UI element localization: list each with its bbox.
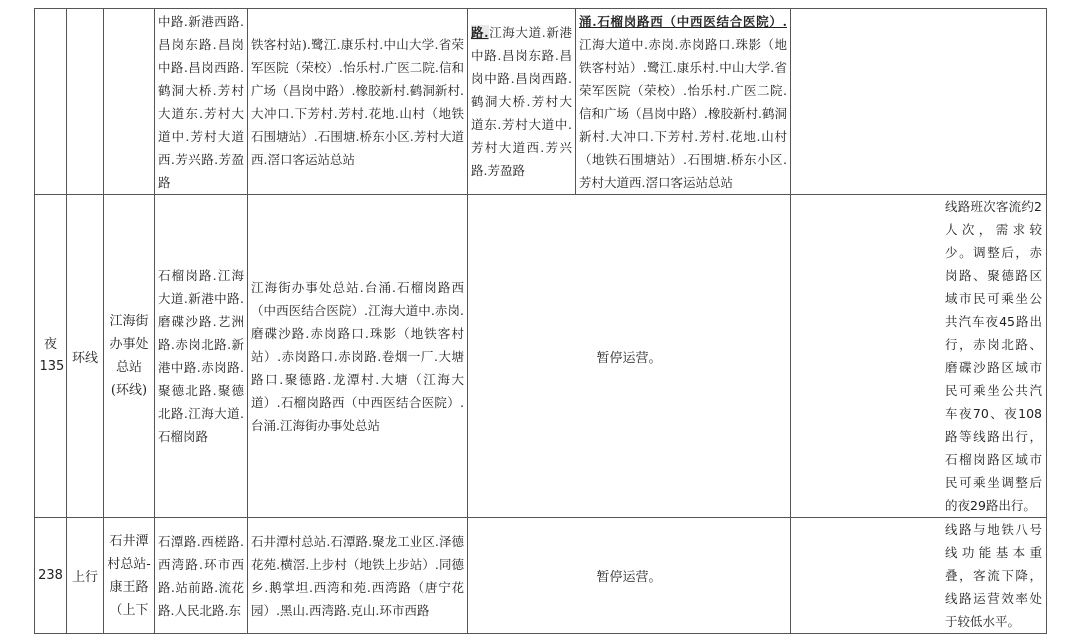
- note-cell: [791, 9, 1047, 195]
- suspension-status: 暂停运营。: [596, 350, 662, 366]
- table-row: [35, 518, 1047, 634]
- route-number-cell: [35, 195, 67, 518]
- route-adjustment-table: [34, 8, 1047, 634]
- note-cell: [791, 195, 1047, 518]
- table-row: [35, 9, 1047, 195]
- changed-stops-highlight: 涌.石榴岗路西（中西医结合医院）.: [579, 13, 787, 29]
- current-stops-text: 铁客村站).鹭江.康乐村.中山大学.省荣军医院（荣校）.怡乐村.广医二院.信和广场（昌岗中路）.橡胶新村.鹤洞新村.大冲口.下芳村.芳村.花地.山村（地铁石围塘站）.石围塘.桥东小区.芳村大道西.滘口客运站总站: [251, 36, 464, 167]
- adjustment-cell: [468, 195, 791, 518]
- current-stops-cell: [248, 9, 468, 195]
- current-roads-text: 石潭路.西槎路.西湾路.环市西路.站前路.流花路.人民北路.东: [158, 533, 244, 618]
- current-stops-text: 江海街办事处总站.台涌.石榴岗路西（中西医结合医院）.江海大道中.赤岗.磨碟沙路.赤岗路口.珠影（地铁客村站）.赤岗路口.赤岗路.卷烟一厂.大塘路口.聚德路.龙潭村.大塘（江海大道）.石榴岗路西（中西医结合医院）.台涌.江海街办事处总站: [251, 279, 464, 433]
- direction-cell: [67, 9, 104, 195]
- route-number: 238: [38, 568, 63, 583]
- new-roads-cell: [468, 9, 576, 195]
- suspension-status: 暂停运营。: [596, 570, 662, 585]
- adjustment-note: 线路与地铁八号线功能基本重叠，客流下降，线路运营效率处于较低水平。: [945, 522, 1042, 629]
- note-cell: [791, 518, 1047, 634]
- current-stops-cell: [248, 195, 468, 518]
- adjustment-cell: [468, 518, 791, 634]
- table-row: [35, 195, 1047, 518]
- direction-cell: [67, 195, 104, 518]
- current-roads-text: 中路.新港西路.昌岗东路.昌岗中路.昌岗西路.鹤洞大桥.芳村大道东.芳村大道中.芳村大道西.芳兴路.芳盈路: [158, 13, 244, 190]
- adjustment-note: 线路班次客流约2人次，需求较少。调整后，赤岗路、聚德路区域市民可乘坐公共汽车夜45路出行，赤岗北路、磨碟沙路区域市民可乘坐公共汽车夜70、夜108路等线路出行，石榴岗路区域市民可乘坐调整后的夜29路出行。: [945, 199, 1042, 513]
- current-stops-cell: [248, 518, 468, 634]
- route-number-cell: [35, 518, 67, 634]
- current-roads-text: 石榴岗路.江海大道.新港中路.磨碟沙路.艺洲路.赤岗北路.新港中路.赤岗路.聚德北路.聚德北路.江海大道.石榴岗路: [158, 268, 244, 444]
- terminal-cell: [104, 518, 155, 634]
- terminal-cell: [104, 9, 155, 195]
- current-roads-cell: [155, 9, 248, 195]
- route-number-cell: [35, 9, 67, 195]
- terminal-text: 江海街办事处总站(环线): [109, 314, 149, 398]
- new-stops-cell: [576, 9, 791, 195]
- new-stops-text: 江海大道中.赤岗.赤岗路口.珠影（地铁客村站）.鹭江.康乐村.中山大学.省荣军医院（荣校）.怡乐村.广医二院.信和广场（昌岗中路）.橡胶新村.鹤洞新村.大冲口.下芳村.芳村.花地.山村（地铁石围塘站）.石围塘.桥东小区.芳村大道西.滘口客运站总站: [579, 36, 787, 190]
- changed-roads-highlight: 路.: [471, 25, 489, 40]
- new-roads-text: 江海大道.新港中路.昌岗东路.昌岗中路.昌岗西路.鹤洞大桥.芳村大道东.芳村大道中.芳村大道西.芳兴路.芳盈路: [471, 25, 572, 178]
- current-roads-cell: [155, 195, 248, 518]
- terminal-text: 石井潭村总站-康王路（上下: [107, 533, 151, 618]
- current-stops-text: 石井潭村总站.石潭路.聚龙工业区.泽德花苑.横滘.上步村（地铁上步站）.同德乡.鹅掌坦.西湾和苑.西湾路（唐宁花园）.黑山.西湾路.克山.环市西路: [251, 533, 464, 618]
- route-number: 夜135: [39, 337, 65, 374]
- direction-cell: [67, 518, 104, 634]
- current-roads-cell: [155, 518, 248, 634]
- terminal-cell: [104, 195, 155, 518]
- direction-label: 上行: [71, 570, 98, 585]
- direction-label: 环线: [71, 350, 98, 366]
